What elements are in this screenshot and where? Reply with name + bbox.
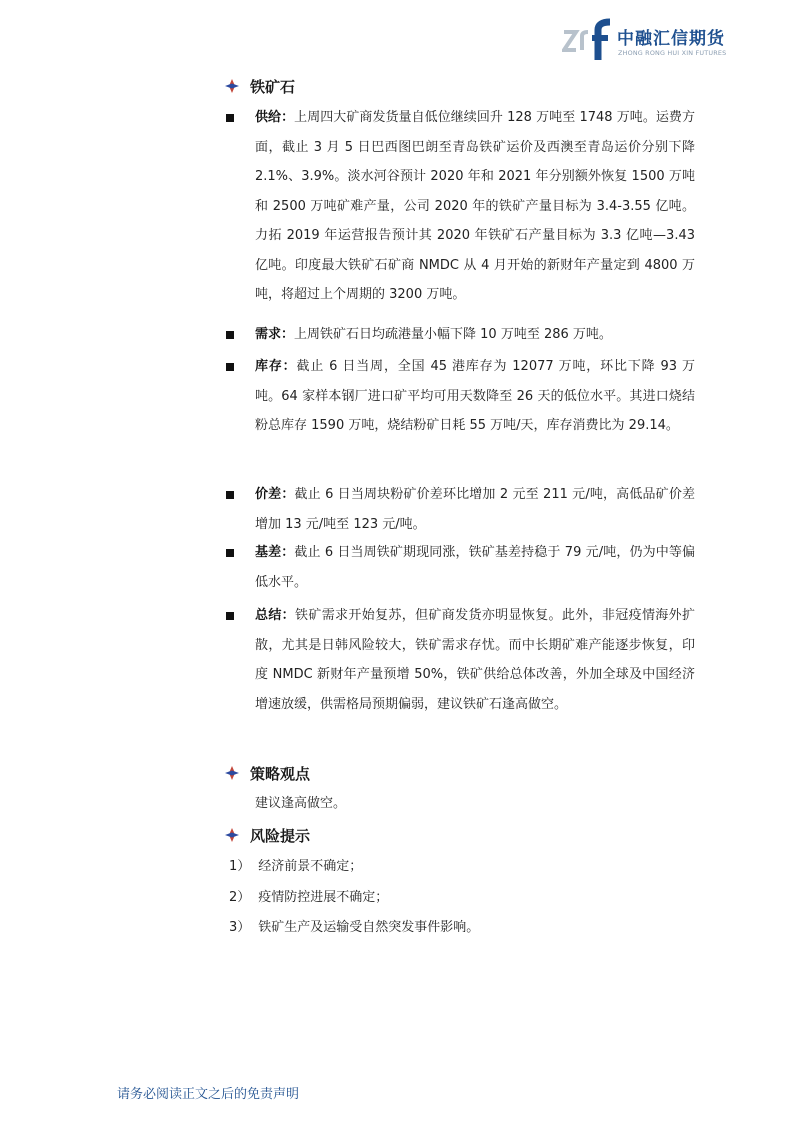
footer-disclaimer: 请务必阅读正文之后的免责声明 (117, 1087, 300, 1102)
item-text: 铁矿需求开始复苏，但矿商发货亦明显恢复。此外，非冠疫情海外扩散，尤其是日韩风险较大，铁矿需求存忧。而中长期矿难产能逐步恢复，印度 NMDC 新财年产量预增 50%，铁矿供给总体改善，外加全球及中国经济增速放缓，供需格局预期偏弱，建议铁矿石逢高做空。 (255, 608, 695, 712)
risk-number: 1） (229, 859, 251, 874)
zrf-logo-mark (562, 18, 616, 62)
bullet-square (226, 491, 234, 499)
risk-item (229, 888, 388, 908)
item-text: 截止 6 日当周，全国 45 港库存为 12077 万吨，环比下降 93 万吨。64 家样本钢厂进口矿平均可用天数降至 26 天的低位水平。其进口烧结粉总库存 1590 万吨，烧结粉矿日耗 55 万吨/天，库存消费比为 29.14。 (255, 359, 695, 433)
section-heading-iron-ore (224, 73, 295, 99)
item-text: 上周四大矿商发货量自低位继续回升 128 万吨至 1748 万吨。运费方面，截止 3 月 5 日巴西图巴朗至青岛铁矿运价及西澳至青岛运价分别下降 2.1%、3.9%。淡水河谷预计 2020 年和 2021 年分别额外恢复 1500 万吨和 2500 万吨矿难产量，公司 2020 年的铁矿产量目标为 3.4-3.55 亿吨。力拓 2019 年运营报告预计其 2020 年铁矿石产量目标为 3.3 亿吨—3.43 亿吨。印度最大铁矿石矿商 NMDC 从 4 月开始的新财年产量定到 4800 万吨，将超过上个周期的 3200 万吨。 (255, 110, 695, 302)
paragraph-inventory (255, 352, 695, 441)
paragraph-demand (255, 320, 695, 350)
section-heading-risk (224, 822, 310, 848)
bullet-square (226, 363, 234, 371)
risk-item (229, 857, 362, 877)
section-title: 风险提示 (250, 826, 311, 845)
paragraph-spread (255, 480, 695, 539)
logo-english: ZHONG RONG HUI XIN FUTURES (618, 49, 727, 57)
item-text: 截止 6 日当周铁矿期现同涨，铁矿基差持稳于 79 元/吨，仍为中等偏低水平。 (255, 545, 695, 590)
item-text: 截止 6 日当周块粉矿价差环比增加 2 元至 211 元/吨，高低品矿价差增加 13 元/吨至 123 元/吨。 (255, 487, 695, 532)
section-heading-strategy (224, 760, 310, 786)
risk-text: 经济前景不确定； (258, 859, 363, 874)
bullet-square (226, 114, 234, 122)
item-label: 价差： (255, 487, 295, 502)
diamond-cross-icon (224, 765, 240, 781)
risk-number: 2） (229, 890, 251, 905)
bullet-square (226, 549, 234, 557)
risk-text: 疫情防控进展不确定； (258, 890, 389, 905)
section-title: 铁矿石 (250, 77, 296, 96)
strategy-text: 建议逢高做空。 (255, 796, 347, 811)
bullet-square (226, 612, 234, 620)
section-title: 策略观点 (250, 764, 311, 783)
logo-name: 中融汇信期货 (617, 29, 725, 49)
item-label: 库存： (255, 359, 297, 374)
paragraph-summary (255, 601, 695, 719)
paragraph-basis (255, 538, 695, 597)
paragraph-supply (255, 103, 695, 310)
risk-text: 铁矿生产及运输受自然突发事件影响。 (258, 920, 480, 935)
risk-number: 3） (229, 920, 251, 935)
item-label: 需求： (255, 327, 295, 342)
item-text: 上周铁矿石日均疏港量小幅下降 10 万吨至 286 万吨。 (294, 327, 612, 342)
item-label: 总结： (255, 608, 296, 623)
diamond-cross-icon (224, 78, 240, 94)
company-logo (562, 18, 774, 64)
item-label: 供给： (255, 110, 295, 125)
risk-item (229, 918, 479, 938)
item-label: 基差： (255, 545, 295, 560)
diamond-cross-icon (224, 827, 240, 843)
bullet-square (226, 331, 234, 339)
